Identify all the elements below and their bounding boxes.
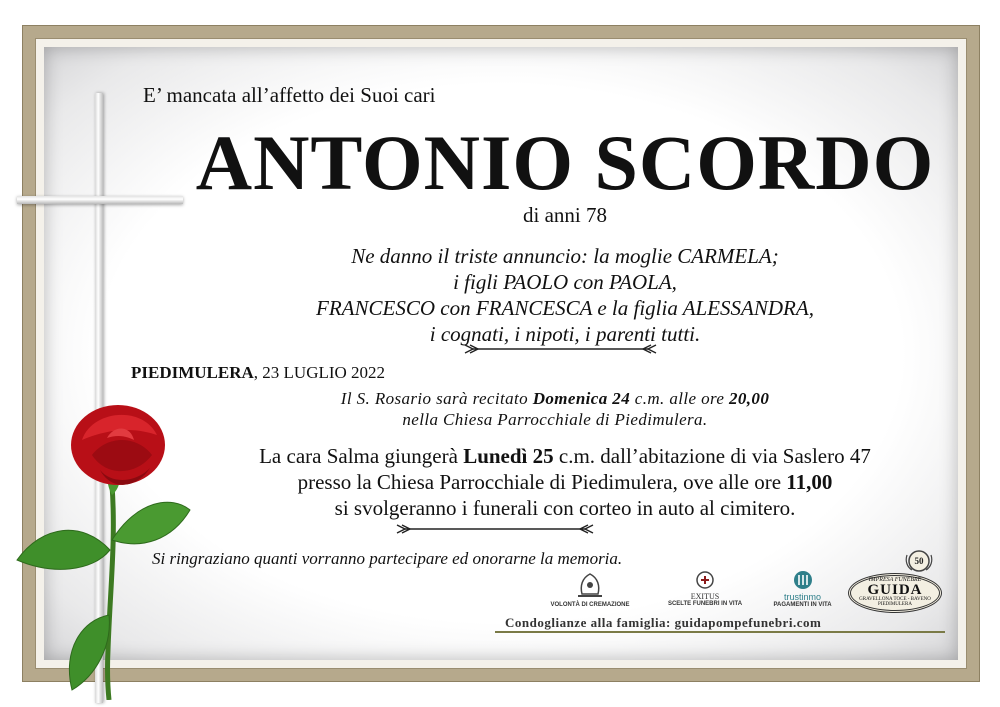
cremation-icon: [572, 572, 608, 600]
announcement: [0, 243, 1000, 347]
salma-text: presso la Chiesa Parrocchiale di Piedimulera, ove alle ore: [297, 470, 787, 494]
trustinmo-icon: [792, 570, 814, 590]
announce-line: FRANCESCO con FRANCESCA e la figlia ALESSANDRA,: [316, 296, 814, 320]
salma-line-3: si svolgeranno i funerali con corteo in auto al cimitero.: [334, 496, 796, 520]
logo-caption: VOLONTÀ DI CREMAZIONE: [550, 602, 630, 608]
date-text: , 23 LUGLIO 2022: [253, 363, 386, 382]
rosary-line-2: nella Chiesa Parrocchiale di Piedimulera.: [402, 410, 708, 429]
thanks-text: Si ringraziano quanti vorranno partecipare ed onorarne la memoria.: [152, 549, 623, 568]
deceased-name: ANTONIO SCORDO: [195, 119, 935, 206]
salma-text: c.m. dall’abitazione di via Saslero 47: [553, 444, 871, 468]
salma-text: La cara Salma giungerà: [259, 444, 464, 468]
logo-caption: SCELTE FUNEBRI IN VITA: [667, 601, 743, 607]
rosary-text: Il S. Rosario sarà recitato: [340, 389, 533, 408]
guida-name: GUIDA: [867, 582, 923, 598]
cremation-logo: [540, 572, 640, 608]
ornament-divider: [395, 523, 595, 535]
rose-icon: [12, 400, 197, 700]
funeral-time: 11,00: [786, 470, 833, 494]
badge-number: 50: [914, 556, 924, 566]
rosary-time: 20,00: [728, 389, 770, 408]
exitus-brand: EXITUS: [690, 592, 720, 601]
announce-line: Ne danno il triste annuncio: la moglie CARMELA;: [351, 244, 779, 268]
salma-day: Lunedì 25: [463, 444, 554, 468]
trustinmo-brand: trustinmo: [783, 592, 821, 602]
place-name: PIEDIMULERA: [131, 363, 254, 382]
rosary-text: c.m. alle ore: [630, 389, 729, 408]
exitus-icon: [695, 570, 715, 590]
announce-line: i figli PAOLO con PAOLA,: [453, 270, 677, 294]
footer-divider: [495, 631, 945, 633]
exitus-logo: [655, 570, 755, 607]
trustinmo-logo: [760, 570, 845, 608]
condolences-link[interactable]: Condoglianze alla famiglia: guidapompefunebri.com: [505, 615, 822, 630]
anniversary-badge-icon: [903, 549, 935, 573]
logo-caption: PAGAMENTI IN VITA: [773, 602, 832, 608]
announce-line: i cognati, i nipoti, i parenti tutti.: [429, 322, 701, 346]
ornament-divider: [463, 343, 658, 355]
guida-logo: [848, 573, 942, 613]
guida-sub: GRAVELLONA TOCE - BAVENO PIEDIMULERA: [859, 597, 931, 607]
guida-top: IMPRESA FUNEBRE: [868, 577, 922, 583]
age-text: di anni 78: [523, 203, 607, 227]
date-line: [131, 363, 385, 383]
rosary-day: Domenica 24: [532, 389, 631, 408]
intro-text: E’ mancata all’affetto dei Suoi cari: [143, 83, 436, 107]
